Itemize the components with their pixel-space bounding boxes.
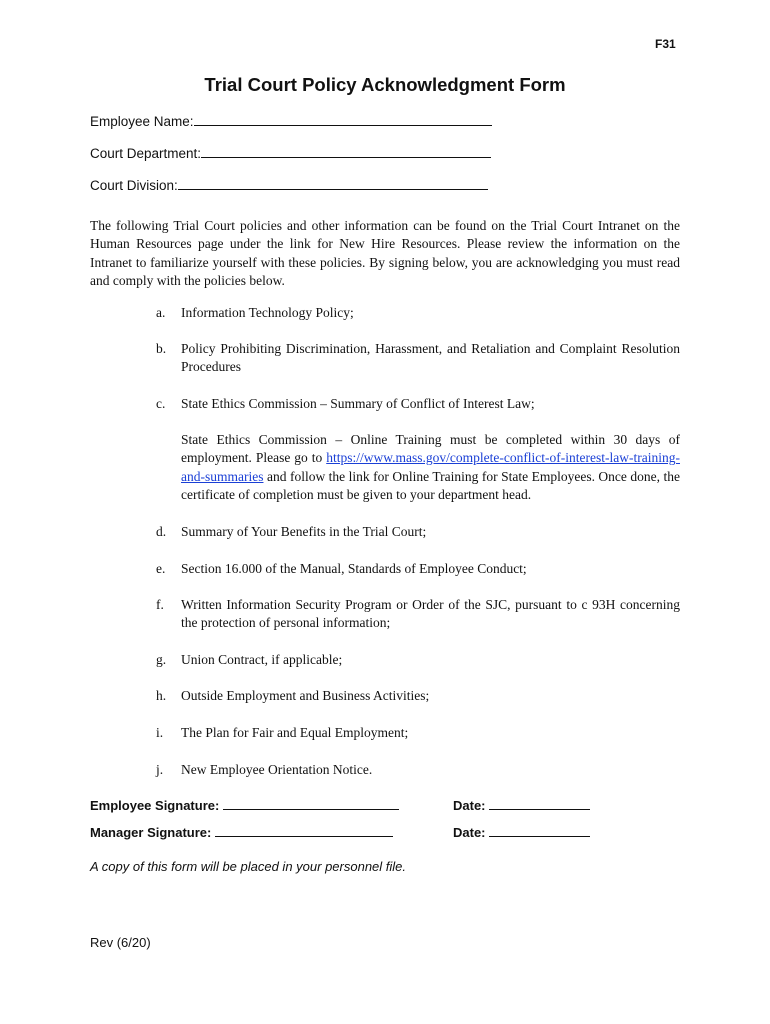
employee-date-line[interactable]: [489, 798, 590, 810]
court-division-label: Court Division:: [90, 178, 178, 193]
list-item: [156, 761, 680, 779]
form-id: F31: [655, 37, 676, 51]
list-item-letter: g.: [156, 652, 167, 667]
list-item: [156, 523, 680, 541]
manager-date-field[interactable]: [453, 825, 590, 840]
list-item-text: Outside Employment and Business Activities;: [181, 688, 430, 703]
list-item-letter: c.: [156, 396, 166, 411]
list-item-text: State Ethics Commission – Summary of Conflict of Interest Law;: [181, 396, 535, 411]
manager-date-label: Date:: [453, 825, 486, 840]
list-item: [156, 724, 680, 742]
intro-paragraph: The following Trial Court policies and other information can be found on the Trial Court Intranet on the Human Resources page under the link for New Hire Resources. Please review the information on the Intranet to familiarize yourself with these policies. By signing below, you are acknowledging you must read and comply with the policies below.: [90, 218, 680, 288]
court-division-line[interactable]: [178, 178, 488, 190]
list-item: [156, 651, 680, 669]
list-item-text: Section 16.000 of the Manual, Standards of Employee Conduct;: [181, 561, 527, 576]
list-item-letter: b.: [156, 341, 167, 356]
court-department-field[interactable]: [90, 146, 491, 161]
list-item-text: Written Information Security Program or Order of the SJC, pursuant to c 93H concerning the protection of personal information;: [181, 597, 680, 631]
court-department-line[interactable]: [201, 146, 491, 158]
list-item-letter: a.: [156, 305, 166, 320]
list-item-text: The Plan for Fair and Equal Employment;: [181, 725, 409, 740]
list-item-text: Information Technology Policy;: [181, 305, 354, 320]
list-item-text: New Employee Orientation Notice.: [181, 762, 373, 777]
list-item-text: Union Contract, if applicable;: [181, 652, 343, 667]
list-item-text: Summary of Your Benefits in the Trial Court;: [181, 524, 427, 539]
ethics-note-before: State Ethics Commission – Online Training must be completed within 30 days of employment. Please go to: [181, 432, 680, 466]
manager-date-line[interactable]: [489, 825, 590, 837]
employee-name-field[interactable]: [90, 114, 492, 129]
manager-signature-line[interactable]: [215, 825, 393, 837]
ethics-training-note: [156, 431, 680, 504]
ethics-training-text: [181, 431, 680, 504]
employee-date-field[interactable]: [453, 798, 590, 813]
employee-signature-label: Employee Signature:: [90, 798, 220, 813]
ethics-training-link[interactable]: https://www.mass.gov/complete-conflict-of-interest-law-training-and-summaries: [181, 450, 680, 484]
list-item-letter: h.: [156, 688, 167, 703]
employee-signature-line[interactable]: [223, 798, 399, 810]
employee-name-label: Employee Name:: [90, 114, 194, 129]
list-item: [156, 340, 680, 377]
list-item: [156, 395, 680, 413]
personnel-file-note: A copy of this form will be placed in your personnel file.: [90, 859, 407, 874]
list-item-letter: e.: [156, 561, 166, 576]
revision-label: Rev (6/20): [90, 935, 151, 950]
list-item: [156, 560, 680, 578]
employee-signature-field[interactable]: [90, 798, 399, 813]
manager-signature-label: Manager Signature:: [90, 825, 212, 840]
ethics-note-after: and follow the link for Online Training for State Employees. Once done, the certificate of completion must be given to your department head.: [181, 468, 680, 502]
page-title: Trial Court Policy Acknowledgment Form: [204, 74, 566, 95]
list-item-text: Policy Prohibiting Discrimination, Harassment, and Retaliation and Complaint Resolution Procedures: [181, 341, 680, 375]
list-item-letter: d.: [156, 524, 167, 539]
list-item: [156, 687, 680, 705]
manager-signature-field[interactable]: [90, 825, 393, 840]
court-department-label: Court Department:: [90, 146, 202, 161]
list-item: [156, 304, 680, 322]
list-item-letter: f.: [156, 597, 164, 612]
court-division-field[interactable]: [90, 178, 488, 193]
list-item: [156, 596, 680, 633]
employee-name-line[interactable]: [194, 114, 492, 126]
list-item-letter: j.: [156, 762, 164, 777]
list-item-letter: i.: [156, 725, 164, 740]
employee-date-label: Date:: [453, 798, 486, 813]
